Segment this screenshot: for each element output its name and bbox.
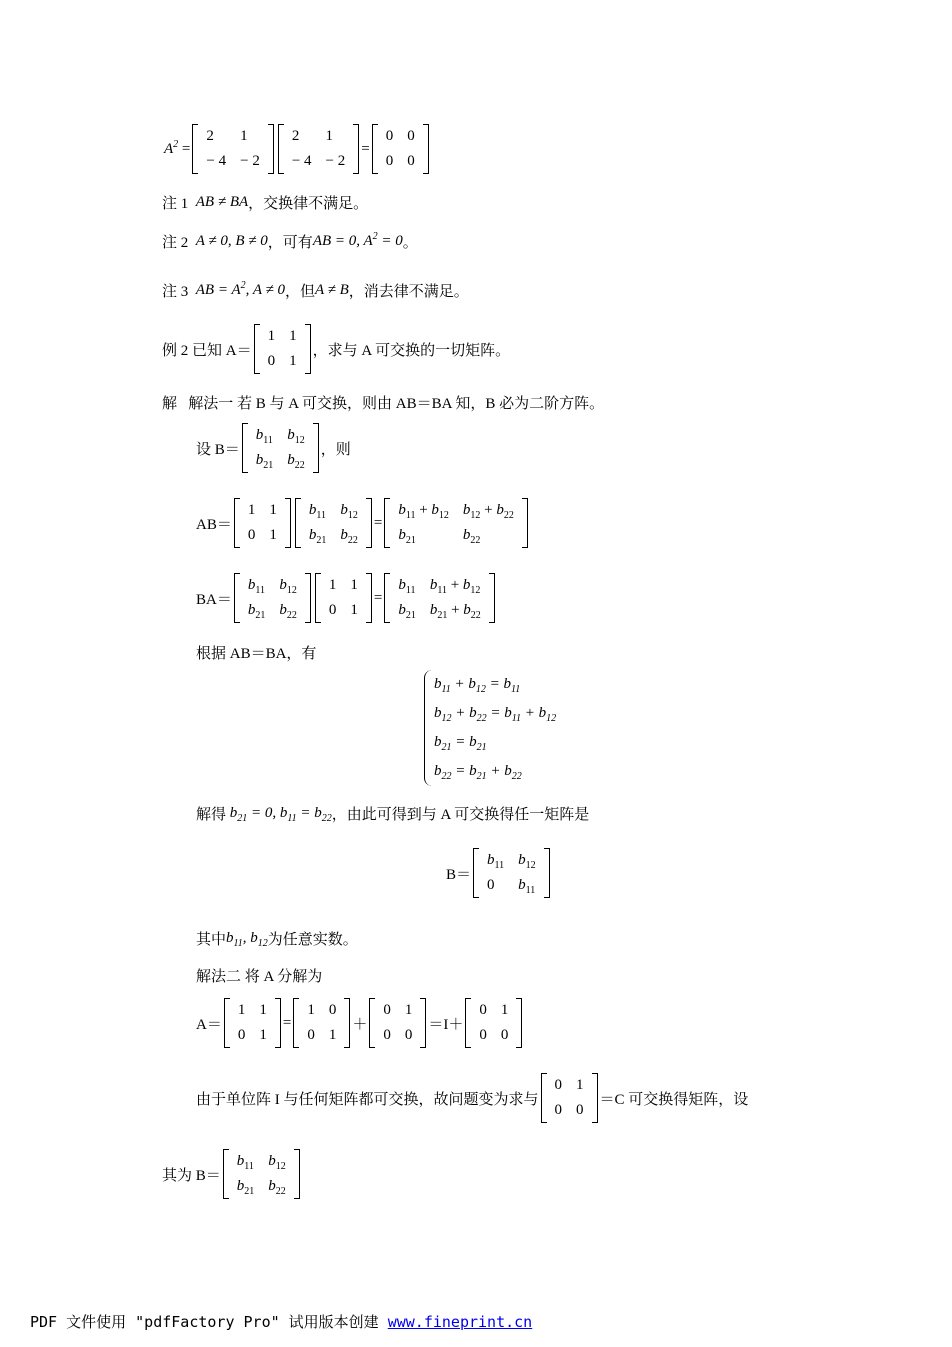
given-ab-ba: 根据 AB＝BA，有 (196, 646, 317, 662)
matrix (465, 998, 522, 1048)
matrix-cell: 0 (383, 1002, 391, 1018)
matrix (315, 573, 372, 623)
ba-product: BA＝ $b_{11}$ $b_{12}$ $b_{21}$ $b_{22}$ 1 1 0 1 = $b_{11}$ $b_{11} + b_{12}$ $b_{21}$ $b_{21} + b_{22}$ (196, 573, 497, 623)
matrix-cell: 1 (328, 577, 337, 593)
matrix (278, 124, 359, 174)
matrix-cell: 0 (479, 1002, 487, 1018)
matrix-cell: 0 (487, 877, 495, 893)
matrix-cell: $b_{12}$ (340, 502, 358, 521)
footer-link[interactable]: www.fineprint.cn (387, 1313, 533, 1331)
a2-lhs: $A^2$ (164, 138, 179, 157)
matrix-cell: 0 (383, 1027, 391, 1043)
matrix (473, 848, 550, 898)
matrix-cell: 1 (269, 502, 277, 518)
matrix-cell: 2 (206, 128, 214, 144)
result-b: B＝ $b_{11}$ $b_{12}$ 0 $b_{11}$ (446, 848, 552, 898)
matrix-cell: $b_{11}$ (247, 577, 265, 596)
system-eq: $b_{22} = b_{21} + b_{22}$ (434, 763, 522, 782)
note-1: 注 1 AB ≠ BA ，交换律不满足。 (162, 194, 369, 212)
footer (30, 1311, 532, 1332)
matrix (242, 423, 319, 473)
unit-line: 由于单位阵 I 与任何矩阵都可交换，故问题变为求与 0 1 0 0 ＝C 可交换得矩阵，设 (196, 1073, 748, 1123)
matrix-cell: $b_{22}$ (268, 1178, 286, 1197)
matrix (295, 498, 372, 548)
note-3: 注 3 AB = $A^2$, A ≠ 0 ，但 A ≠ B ，消去律不满足。 (162, 280, 469, 300)
eq-a-squared: $A^2$ = 2 1 − 4 − 2 2 1 − 4 − 2 = 0 0 0 0 (164, 124, 431, 174)
matrix-cell: 1 (267, 328, 276, 344)
matrix-cell: $b_{11}$ (398, 577, 416, 596)
matrix-cell: $b_{11}$ (518, 877, 536, 896)
solved-line: 解得 $b_{21} = 0$, $b_{11} = b_{22}$ ，由此可得到与 A 可交换得任一矩阵是 (196, 805, 590, 824)
matrix-cell: 0 (500, 1027, 509, 1043)
decomposition: A＝ 1 1 0 1 = 1 0 0 1 ＋ 0 1 0 0 ＝I＋ 0 1 0 0 (196, 998, 524, 1048)
matrix-cell: $b_{21}$ (236, 1178, 255, 1197)
matrix-cell: 0 (407, 153, 415, 169)
matrix-cell: $b_{11}$ (308, 502, 326, 521)
matrix (372, 124, 429, 174)
matrix-cell: $b_{21} + b_{22}$ (429, 602, 481, 621)
matrix (541, 1073, 598, 1123)
matrix (224, 998, 281, 1048)
matrix-cell: $b_{21}$ (308, 527, 327, 546)
set-b: 设 B＝ $b_{11}$ $b_{12}$ $b_{21}$ $b_{22}$ ，则 (196, 423, 351, 473)
matrix-cell: $b_{22}$ (287, 452, 305, 471)
matrix-cell: 1 (269, 527, 277, 543)
matrix (254, 324, 311, 374)
matrix-cell: $b_{12}$ (268, 1153, 286, 1172)
where-line: 其中 $b_{11}$, $b_{12}$ 为任意实数。 (196, 930, 358, 949)
equation-system (424, 670, 556, 786)
system-eq: $b_{21} = b_{21}$ (434, 734, 487, 753)
matrix-cell: 1 (404, 1002, 413, 1018)
matrix (192, 124, 273, 174)
matrix-cell: 0 (267, 353, 276, 369)
matrix (234, 573, 311, 623)
matrix (223, 1149, 300, 1199)
matrix-cell: 0 (576, 1102, 584, 1118)
example-2: 例 2 已知 A＝ 1 1 0 1 ，求与 A 可交换的一切矩阵。 (162, 324, 510, 374)
matrix (293, 998, 350, 1048)
matrix (384, 498, 528, 548)
matrix (384, 573, 494, 623)
matrix-cell: 0 (554, 1077, 562, 1093)
matrix-cell: $b_{12} + b_{22}$ (462, 502, 514, 521)
matrix-cell: 0 (385, 153, 394, 169)
let-b: 其为 B＝ $b_{11}$ $b_{12}$ $b_{21}$ $b_{22}$ (162, 1149, 302, 1199)
matrix-cell: 0 (385, 128, 394, 144)
matrix-cell: 1 (500, 1002, 509, 1018)
matrix-cell: $b_{12}$ (287, 427, 305, 446)
matrix-cell: 1 (307, 1002, 315, 1018)
left-brace (424, 670, 435, 786)
matrix-cell: 1 (289, 353, 297, 369)
matrix-cell: 1 (576, 1077, 584, 1093)
matrix-cell: 1 (247, 502, 256, 518)
matrix-cell: 1 (240, 128, 248, 144)
matrix-cell: − 4 (206, 153, 227, 169)
matrix-cell: 0 (237, 1027, 246, 1043)
matrix-cell: 1 (259, 1027, 267, 1043)
matrix-cell: − 2 (325, 153, 346, 169)
matrix-cell: 1 (328, 1027, 337, 1043)
matrix-cell: 1 (259, 1002, 267, 1018)
matrix-cell: $b_{12}$ (279, 577, 297, 596)
matrix-cell: $b_{11}$ (487, 852, 505, 871)
solution-header: 解 解法一 若 B 与 A 可交换，则由 AB＝BA 知，B 必为二阶方阵。 (162, 396, 605, 412)
matrix-cell: $b_{21}$ (398, 602, 416, 621)
matrix-cell: $b_{12}$ (518, 852, 536, 871)
matrix-cell: 0 (554, 1102, 562, 1118)
footer-text: PDF 文件使用 "pdfFactory Pro" 试用版本创建 (30, 1313, 388, 1331)
matrix-cell: $b_{22}$ (462, 527, 481, 546)
ab-product: AB＝ 1 1 0 1 $b_{11}$ $b_{12}$ $b_{21}$ $b_{22}$ = $b_{11} + b_{12}$ $b_{12} + b_{22}$ $b_{21}$ $b_{22}$ (196, 498, 530, 548)
matrix-cell: 1 (325, 128, 334, 144)
note-2: 注 2 A ≠ 0, B ≠ 0 ，可有 AB = 0, $A^2 = 0$ 。 (162, 231, 418, 251)
matrix-cell: $b_{21}$ (247, 602, 266, 621)
matrix-cell: − 2 (240, 153, 260, 169)
matrix (369, 998, 426, 1048)
matrix-cell: 1 (350, 577, 358, 593)
matrix-cell: 1 (289, 328, 297, 344)
matrix-cell: $b_{11} + b_{12}$ (398, 502, 449, 521)
system-eq: $b_{12} + b_{22} = b_{11} + b_{12}$ (434, 705, 557, 724)
matrix-cell: 2 (291, 128, 300, 144)
matrix-cell: 0 (404, 1027, 413, 1043)
method-2: 解法二 将 A 分解为 (196, 969, 323, 985)
matrix-cell: 1 (237, 1002, 246, 1018)
matrix-cell: 0 (479, 1027, 487, 1043)
matrix-cell: − 4 (291, 153, 312, 169)
matrix-cell: 1 (350, 602, 358, 618)
matrix-cell: $b_{11}$ (236, 1153, 254, 1172)
matrix-cell: $b_{11} + b_{12}$ (429, 577, 481, 596)
matrix-cell: 0 (307, 1027, 315, 1043)
matrix-cell: $b_{11}$ (255, 427, 273, 446)
matrix-cell: 0 (328, 602, 337, 618)
system-eq: $b_{11} + b_{12} = b_{11}$ (434, 676, 521, 695)
matrix-cell: 0 (407, 128, 415, 144)
matrix-cell: $b_{21}$ (398, 527, 416, 546)
matrix-cell: $b_{22}$ (279, 602, 297, 621)
matrix-cell: $b_{22}$ (340, 527, 358, 546)
matrix-cell: 0 (247, 527, 256, 543)
matrix (234, 498, 291, 548)
matrix-cell: 0 (328, 1002, 337, 1018)
matrix-cell: $b_{21}$ (255, 452, 274, 471)
